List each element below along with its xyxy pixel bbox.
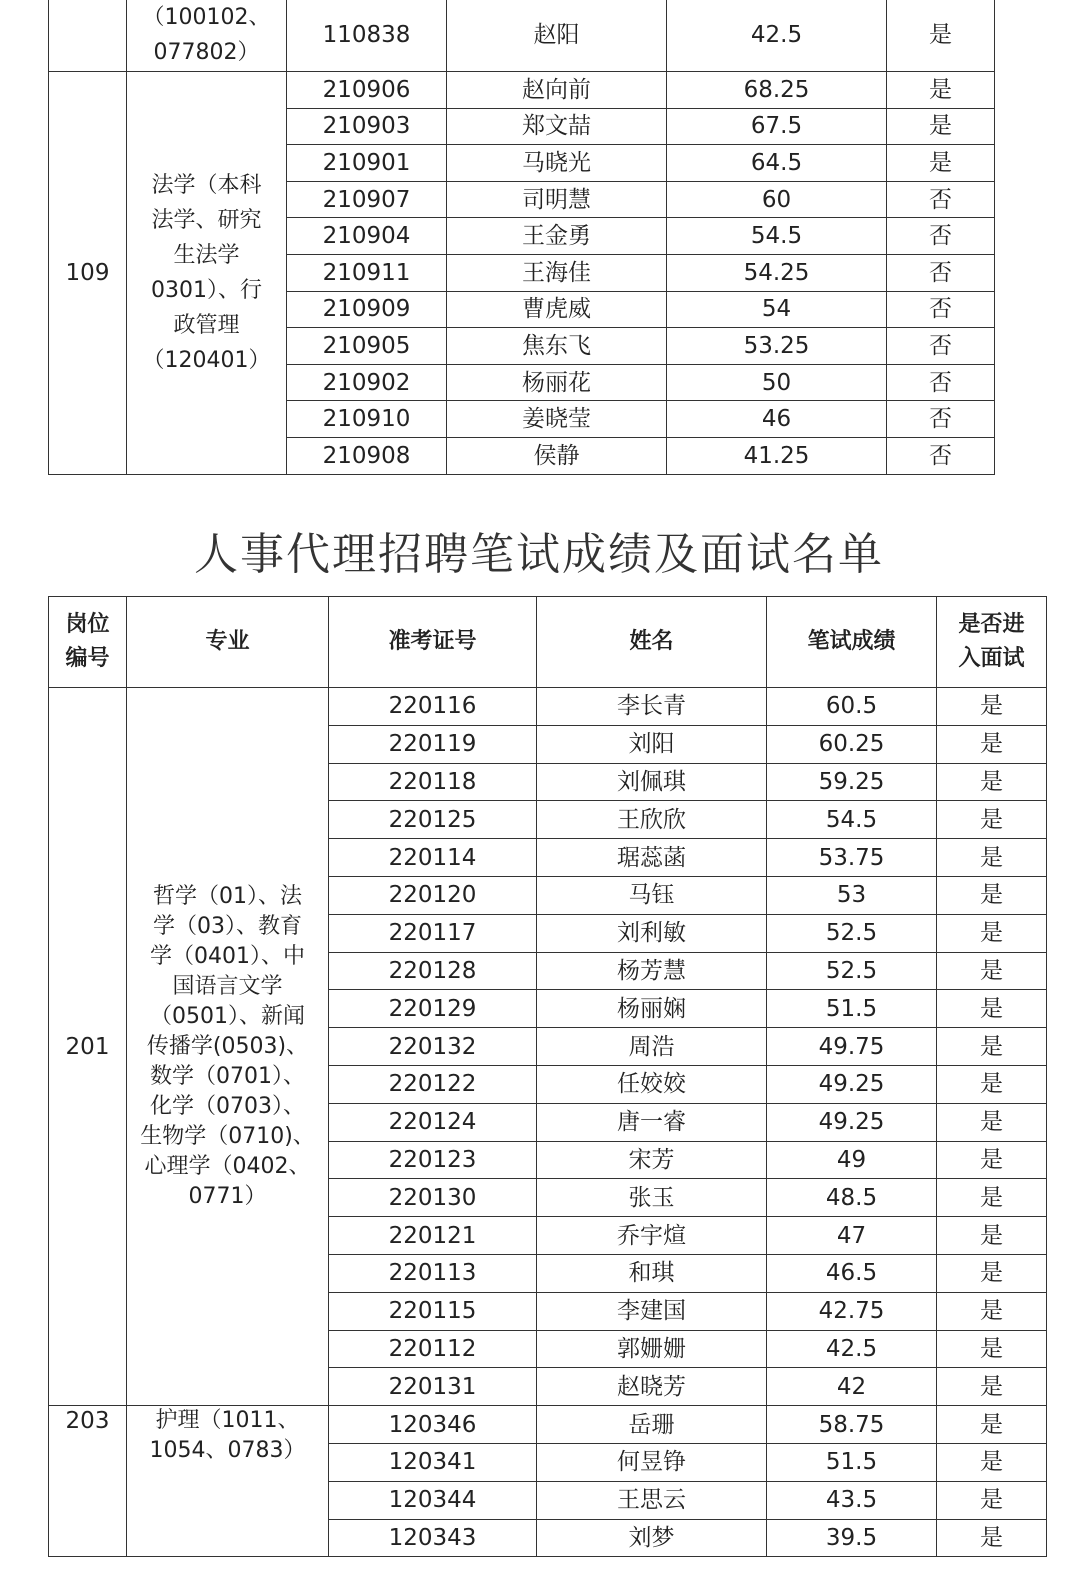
score-cell: 50 [667,364,887,401]
exam-id-cell: 220131 [329,1368,537,1406]
name-cell: 杨丽娴 [537,990,767,1028]
name-cell: 王金勇 [447,218,667,255]
exam-id-cell: 210904 [287,218,447,255]
score-cell: 42 [767,1368,937,1406]
score-cell: 54 [667,291,887,328]
table-row [49,72,995,109]
exam-id-cell: 220130 [329,1179,537,1217]
exam-id-cell: 220122 [329,1065,537,1103]
name-cell: 张玉 [537,1179,767,1217]
exam-id-cell: 220121 [329,1217,537,1255]
interview-cell: 是 [937,1330,1047,1368]
name-cell: 李建国 [537,1292,767,1330]
score-cell: 60.5 [767,688,937,726]
name-cell: 马晓光 [447,145,667,182]
name-cell: 姜晓莹 [447,401,667,438]
name-cell: 刘阳 [537,725,767,763]
interview-cell: 是 [937,1254,1047,1292]
name-cell: 郭姗姗 [537,1330,767,1368]
name-cell: 王思云 [537,1481,767,1519]
interview-cell: 否 [887,364,995,401]
interview-cell: 是 [937,876,1047,914]
exam-id-cell: 220118 [329,763,537,801]
score-cell: 48.5 [767,1179,937,1217]
score-cell: 49 [767,1141,937,1179]
interview-cell: 是 [937,725,1047,763]
header-interview: 是否进 入面试 [937,597,1047,688]
major-cell: 法学（本科 法学、研究 生法学 0301）、行 政管理 （120401） [127,72,287,475]
name-cell: 和琪 [537,1254,767,1292]
interview-cell: 是 [937,688,1047,726]
table-row [49,1406,1047,1444]
interview-cell: 是 [937,1103,1047,1141]
exam-id-cell: 210901 [287,145,447,182]
interview-cell: 否 [887,218,995,255]
score-cell: 46.5 [767,1254,937,1292]
interview-cell: 是 [937,763,1047,801]
exam-id-cell: 210902 [287,364,447,401]
name-cell: 刘利敏 [537,914,767,952]
score-cell: 41.25 [667,437,887,474]
major-cell: 哲学（01）、法 学（03）、教育 学（0401）、中 国语言文学 （0501）、新闻 传播学(0503)、 数学（0701）、 化学（0703）、 生物学（0710)、 心理学（0402、 0771） [127,688,329,1406]
exam-id-cell: 120344 [329,1481,537,1519]
name-cell: 任姣姣 [537,1065,767,1103]
header-exam-id: 准考证号 [329,597,537,688]
name-cell: 王欣欣 [537,801,767,839]
exam-id-cell: 220113 [329,1254,537,1292]
score-cell: 47 [767,1217,937,1255]
name-cell: 杨丽花 [447,364,667,401]
interview-cell: 是 [887,145,995,182]
name-cell: 郑文喆 [447,108,667,145]
interview-cell: 是 [937,1217,1047,1255]
score-cell: 46 [667,401,887,438]
interview-cell: 否 [887,291,995,328]
interview-cell: 是 [937,1028,1047,1066]
interview-cell: 是 [937,801,1047,839]
table-row [49,688,1047,726]
score-cell: 52.5 [767,914,937,952]
interview-cell: 是 [937,1292,1047,1330]
name-cell: 何昱铮 [537,1443,767,1481]
exam-id-cell: 210910 [287,401,447,438]
score-cell: 42.5 [767,1330,937,1368]
score-cell: 68.25 [667,72,887,109]
interview-cell: 是 [937,1519,1047,1557]
exam-id-cell: 120343 [329,1519,537,1557]
post-number-cell [49,0,127,72]
interview-cell: 是 [937,1368,1047,1406]
exam-id-cell: 210908 [287,437,447,474]
name-cell: 侯静 [447,437,667,474]
score-cell: 51.5 [767,990,937,1028]
table-header-row [49,597,1047,688]
table-row [49,0,995,72]
exam-id-cell: 220125 [329,801,537,839]
exam-id-cell: 220132 [329,1028,537,1066]
score-cell: 43.5 [767,1481,937,1519]
interview-cell: 是 [937,952,1047,990]
exam-id-cell: 210907 [287,181,447,218]
interview-cell: 否 [887,328,995,365]
name-cell: 马钰 [537,876,767,914]
exam-id-cell: 220115 [329,1292,537,1330]
score-cell: 67.5 [667,108,887,145]
post-number-cell: 203 [49,1406,127,1557]
score-cell: 54.5 [767,801,937,839]
interview-cell: 否 [887,437,995,474]
exam-id-cell: 210909 [287,291,447,328]
name-cell: 岳珊 [537,1406,767,1444]
name-cell: 刘梦 [537,1519,767,1557]
interview-cell: 是 [887,72,995,109]
exam-id-cell: 210911 [287,254,447,291]
name-cell: 周浩 [537,1028,767,1066]
exam-id-cell: 220117 [329,914,537,952]
exam-id-cell: 220124 [329,1103,537,1141]
interview-cell: 否 [887,401,995,438]
exam-id-cell: 110838 [287,0,447,72]
name-cell: 王海佳 [447,254,667,291]
score-cell: 42.75 [767,1292,937,1330]
exam-id-cell: 220116 [329,688,537,726]
bottom-score-table [48,596,1047,1557]
exam-id-cell: 220128 [329,952,537,990]
name-cell: 焦东飞 [447,328,667,365]
header-name: 姓名 [537,597,767,688]
score-cell: 52.5 [767,952,937,990]
name-cell: 宋芳 [537,1141,767,1179]
exam-id-cell: 220114 [329,839,537,877]
score-cell: 53 [767,876,937,914]
page-title: 人事代理招聘笔试成绩及面试名单 [194,529,884,580]
score-cell: 59.25 [767,763,937,801]
top-score-table [48,0,995,475]
name-cell: 李长青 [537,688,767,726]
score-cell: 54.5 [667,218,887,255]
score-cell: 39.5 [767,1519,937,1557]
name-cell: 杨芳慧 [537,952,767,990]
interview-cell: 是 [937,839,1047,877]
interview-cell: 是 [937,1065,1047,1103]
exam-id-cell: 220112 [329,1330,537,1368]
score-cell: 60.25 [767,725,937,763]
interview-cell: 是 [887,0,995,72]
name-cell: 唐一睿 [537,1103,767,1141]
exam-id-cell: 210906 [287,72,447,109]
interview-cell: 是 [937,1141,1047,1179]
exam-id-cell: 210903 [287,108,447,145]
score-cell: 51.5 [767,1443,937,1481]
score-cell: 49.75 [767,1028,937,1066]
name-cell: 司明慧 [447,181,667,218]
header-post: 岗位 编号 [49,597,127,688]
name-cell: 乔宇煊 [537,1217,767,1255]
interview-cell: 否 [887,181,995,218]
interview-cell: 是 [937,914,1047,952]
name-cell: 赵向前 [447,72,667,109]
name-cell: 赵阳 [447,0,667,72]
name-cell: 赵晓芳 [537,1368,767,1406]
exam-id-cell: 120341 [329,1443,537,1481]
interview-cell: 是 [937,1481,1047,1519]
name-cell: 琚蕊菡 [537,839,767,877]
score-cell: 64.5 [667,145,887,182]
interview-cell: 是 [937,1406,1047,1444]
score-cell: 58.75 [767,1406,937,1444]
score-cell: 42.5 [667,0,887,72]
exam-id-cell: 120346 [329,1406,537,1444]
interview-cell: 是 [937,1179,1047,1217]
interview-cell: 是 [937,990,1047,1028]
exam-id-cell: 210905 [287,328,447,365]
interview-cell: 是 [937,1443,1047,1481]
header-major: 专业 [127,597,329,688]
score-cell: 49.25 [767,1065,937,1103]
major-cell: 护理（1011、 1054、0783） [127,1406,329,1557]
exam-id-cell: 220129 [329,990,537,1028]
interview-cell: 否 [887,254,995,291]
header-score: 笔试成绩 [767,597,937,688]
name-cell: 曹虎威 [447,291,667,328]
post-number-cell: 109 [49,72,127,475]
score-cell: 53.25 [667,328,887,365]
score-cell: 54.25 [667,254,887,291]
post-number-cell: 201 [49,688,127,1406]
score-cell: 53.75 [767,839,937,877]
exam-id-cell: 220120 [329,876,537,914]
interview-cell: 是 [887,108,995,145]
score-cell: 60 [667,181,887,218]
name-cell: 刘佩琪 [537,763,767,801]
major-cell: （100102、 077802） [127,0,287,72]
exam-id-cell: 220123 [329,1141,537,1179]
exam-id-cell: 220119 [329,725,537,763]
score-cell: 49.25 [767,1103,937,1141]
